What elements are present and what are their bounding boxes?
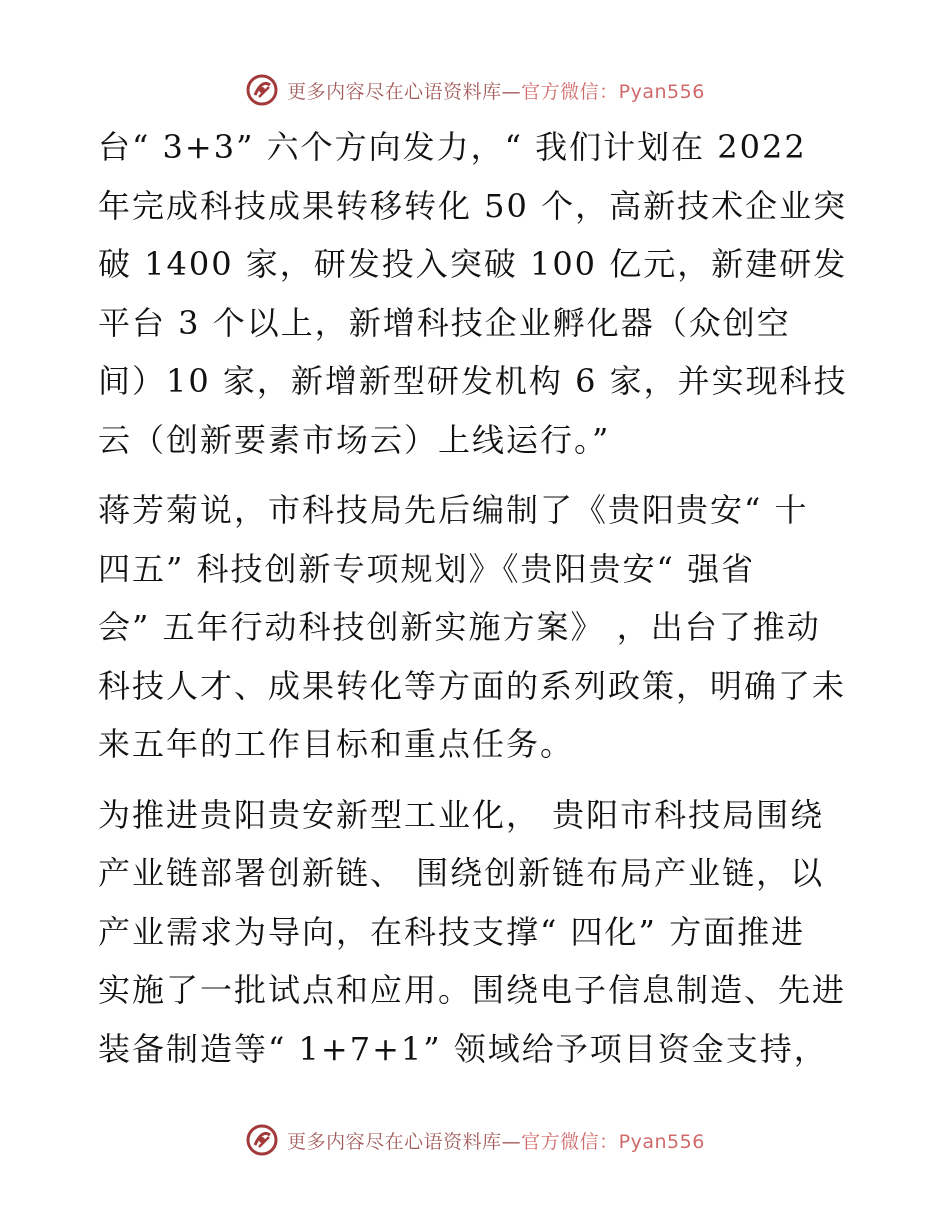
banner-dash: —: [501, 1130, 522, 1153]
seal-logo-icon: [245, 1123, 279, 1157]
banner-text: [287, 1127, 705, 1154]
text-line: 来五年的工作目标和重点任务。: [98, 725, 575, 763]
banner-dash: —: [501, 80, 522, 103]
paragraph-2: [98, 481, 858, 774]
text-line: 台“ 3+3” 六个方向发力，“ 我们计划在 2022: [98, 128, 807, 166]
document-body: [98, 118, 858, 1078]
paragraph-1: [98, 118, 858, 469]
text-line: 年完成科技成果转移转化 50 个，高新技术企业突: [98, 186, 848, 225]
text-line: 间）10 家，新增新型研发机构 6 家，并实现科技: [98, 362, 848, 400]
text-line: 产业需求为导向，在科技支撑“ 四化” 方面推进: [98, 912, 806, 951]
paragraph-3: [98, 786, 858, 1079]
banner-main-text: 更多内容尽在心语资料库: [287, 80, 502, 103]
text-line: 破 1400 家，研发投入突破 100 亿元，新建研发: [98, 245, 848, 283]
header-banner: [0, 70, 950, 110]
text-line: 会” 五年行动科技创新实施方案》 ，出台了推动: [98, 608, 821, 646]
text-line: 平台 3 个以上，新增科技企业孵化器（众创空: [98, 303, 791, 342]
text-line: 装备制造等“ 1+7+1” 领域给予项目资金支持，: [98, 1029, 828, 1068]
text-line: 蒋芳菊说，市科技局先后编制了《贵阳贵安“ 十: [98, 491, 809, 529]
text-line: 科技人才、成果转化等方面的系列政策，明确了未: [98, 666, 847, 705]
banner-wechat-text: 官方微信：Pyan556: [521, 1130, 705, 1153]
seal-logo-icon: [245, 73, 279, 107]
banner-text: [287, 77, 705, 104]
text-line: 为推进贵阳贵安新型工业化， 贵阳市科技局围绕: [98, 795, 825, 834]
text-line: 实施了一批试点和应用。围绕电子信息制造、先进: [98, 971, 847, 1009]
banner-wechat-text: 官方微信：Pyan556: [521, 80, 705, 103]
text-line: 产业链部署创新链、 围绕创新链布局产业链，以: [98, 854, 825, 892]
text-line: 四五” 科技创新专项规划》《贵阳贵安“ 强省: [98, 549, 756, 588]
footer-banner: [0, 1120, 950, 1160]
banner-main-text: 更多内容尽在心语资料库: [287, 1130, 502, 1153]
text-line: 云（创新要素市场云）上线运行。”: [98, 420, 611, 459]
